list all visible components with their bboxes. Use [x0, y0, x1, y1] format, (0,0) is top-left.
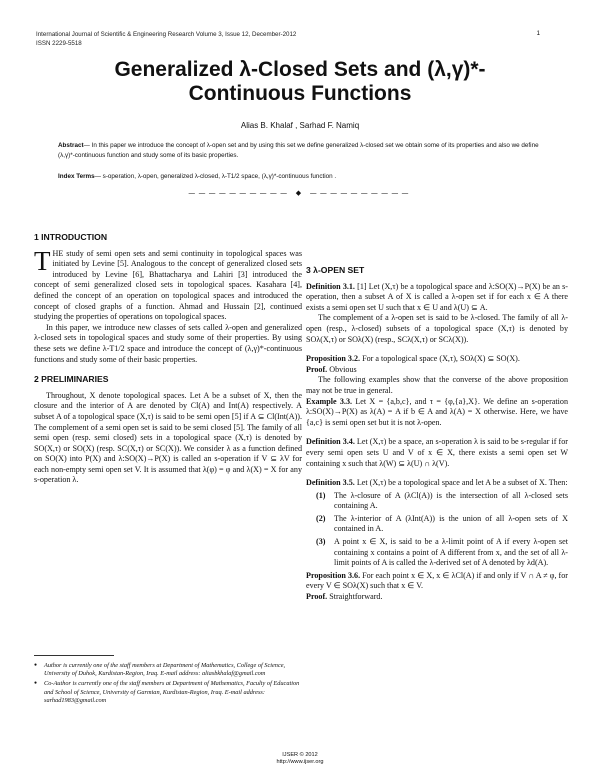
proof-3-2 [306, 365, 568, 376]
issn: ISSN 2229-5518 [36, 40, 82, 47]
abstract [58, 141, 542, 160]
right-column [306, 265, 568, 603]
section-2-heading: 2 PRELIMINARIES [34, 374, 109, 385]
proof-3-6 [306, 592, 568, 603]
preliminaries-paragraph: Throughout, X denote topological spaces. Let A be a subset of X, then the closure and the interior of A are denoted by Cl(A) and Int(A) respectively. A subset A of a topological space (X,τ) is said to be semi open [5] if A ⊆ Cl(Int(A)). The complement of a semi open set is said to be semi closed [5]. The family of all semi open (resp. semi closed) sets in a topological space (X,τ) is denoted by SO(X,τ) or SO(X) (resp. SC(X,τ) or SC(X)). We consider λ as a function defined on SO(X) into P(X) and λ:SO(X)→P(X) is called an s-operation if V ⊆ λV for each non-empty semi open set V. It is assumed that λ(φ) = φ and λ(X) = X for any s-operation λ. [34, 390, 302, 485]
example-3-3 [306, 397, 568, 429]
definition-3-1-text: [1] Let (X,τ) be a topological space and λ:SO(X)→P(X) be an s-operation, then a subset A of X is called a λ-open set if for each x ∈ A there exists a semi open set U such that x ∈ U and λ(U) ⊆ A. [306, 281, 569, 312]
title-line-1: Generalized λ-Closed Sets and (λ,γ)*- [114, 58, 486, 81]
footnote-rule [34, 655, 114, 656]
definition-3-5-label: Definition 3.5. [306, 478, 355, 488]
section-3-heading: 3 λ-OPEN SET [306, 265, 365, 275]
footnote-coauthor: ● Co-Author is currently one of the staff members at Department of Mathematics, Faculty of Education and School of Science, University of Garmian, Kurdistan-Region, Iraq. E-mail address: sarhad1983@gmail.com [34, 680, 302, 705]
abstract-text: — In this paper we introduce the concept of λ-open set and by using this set we define generalized λ-closed set we obtain some of its properties and also we define (λ,γ)*-continuous function and study some of its basic properties. [58, 142, 539, 159]
proof-3-2-text: Obvious [327, 364, 357, 374]
section-1-heading: 1 INTRODUCTION [34, 232, 108, 242]
proposition-3-6-label: Proposition 3.6. [306, 570, 361, 580]
definition-3-5-text: Let (X,τ) be a topological space and let A be a subset of X. Then: [354, 478, 568, 488]
index-terms-text: — s-operation, λ-open, generalized λ-closed, λ-T1/2 space, (λ,γ)*-continuous function . [94, 173, 337, 180]
intro-paragraph-1 [34, 245, 302, 323]
proposition-3-6 [306, 571, 568, 592]
intro-paragraph-2: In this paper, we introduce new classes of sets called λ-open and generalized λ-closed sets in topological spaces and study some of their properties. By using these sets we define λ-T1/2 space and introduce the concept of (λ,γ)*-continuous functions and study some of their basic properties. [34, 322, 302, 364]
definition-3-4-text: Let (X,τ) be a space, an s-operation λ is said to be s-regular if for every semi open sets U and V of x ∈ X, there exists a semi open set W containing x such that λ(W) ⊆ λ(U) ∩ λ(V). [306, 437, 568, 468]
journal-header [36, 30, 296, 48]
separator: —————————— ◆ —————————— [188, 189, 412, 197]
footnote-author: ● Author is currently one of the staff members at Department of Mathematics, College of Science, University of Duhok, Kurdistan-Region, Iraq. E-mail address: aliasbkhalaf@gmail.com [34, 662, 302, 678]
title-line-2: Continuous Functions [188, 82, 412, 105]
intro-paragraph-1-text: HE study of semi open sets and semi continuity in topological spaces was initiated by Levine [5]. Analogous to the concept of generalized closed sets introduced by Levine [6], Bhattacharya and Lahiri [3] introduced the concept of semi generalized closed sets in topological spaces. Kasahara [4], defined the concept of an operation on topological spaces and introduced the concept of closed graphs of a function. Ahmad and Hussain [2], continued studying the properties of operations on topological spaces. [34, 248, 302, 322]
converse-note: The following examples show that the converse of the above proposition may not be true in general. [306, 375, 568, 395]
proposition-3-2-text: For a topological space (X,τ), SOλ(X) ⊆ SO(X). [360, 354, 520, 364]
definition-3-5 [306, 478, 568, 489]
definition-3-1-complement: The complement of a λ-open set is said to be λ-closed. The family of all λ-open (resp., λ-closed) subsets of a topological space (X,τ) is denoted by SOλ(X,τ) or SOλ(X) (resp., SCλ(X,τ) or SCλ(X)). [306, 313, 568, 344]
proof-label: Proof. [306, 364, 328, 374]
footer-copyright: IJSER © 2012 [282, 752, 318, 758]
abstract-label: Abstract [58, 142, 84, 149]
definition-3-5-list [306, 491, 568, 569]
definition-3-4 [306, 437, 568, 469]
list-item: (1) The λ-closure of A (λCl(A)) is the intersection of all λ-closed sets containing A. [316, 490, 568, 511]
definition-3-4-label: Definition 3.4. [306, 437, 355, 447]
index-terms-label: Index Terms [58, 173, 95, 180]
page-number: 1 [536, 30, 540, 37]
example-3-3-text: Let X = {a,b,c}, and τ = {φ,{a},X}. We define an s-operation λ:SO(X)→P(X) as λ(A) = A if b ∈ A and λ(A) = X otherwise. Here, we have {a,c} is semi open set but it is not λ-open. [306, 396, 569, 427]
definition-3-1 [306, 282, 568, 314]
proof-label: Proof. [306, 592, 328, 602]
proposition-3-2-label: Proposition 3.2. [306, 354, 361, 364]
footer-url[interactable]: http://www.ijser.org [276, 759, 324, 765]
page-footer [0, 752, 600, 766]
example-3-3-label: Example 3.3. [306, 396, 353, 406]
list-item: (3) A point x ∈ X, is said to be a λ-limit point of A if every λ-open set containing x contains a point of A different from x, and the set of all λ-limit points of A is called the λ-derived set of A denoted by λd(A). [316, 537, 568, 568]
paper-title [60, 58, 540, 106]
journal-name: International Journal of Scientific & Engineering Research Volume 3, Issue 12, December-2012 [36, 31, 297, 38]
index-terms [58, 172, 542, 181]
left-column [34, 232, 302, 486]
proposition-3-2 [306, 354, 568, 365]
authors: Alias B. Khalaf , Sarhad F. Namiq [240, 121, 360, 130]
footnotes [34, 662, 302, 707]
proposition-3-6-text: For each point x ∈ X, x ∈ λCl(A) if and only if V ∩ A ≠ φ, for every V ∈ SOλ(X) such that x ∈ V. [306, 570, 568, 591]
definition-3-1-label: Definition 3.1. [306, 281, 355, 291]
drop-cap: T [34, 245, 51, 276]
proof-3-6-text: Straightforward. [327, 592, 383, 602]
list-item: (2) The λ-interior of A (λInt(A)) is the union of all λ-open sets of X contained in A. [316, 513, 568, 534]
